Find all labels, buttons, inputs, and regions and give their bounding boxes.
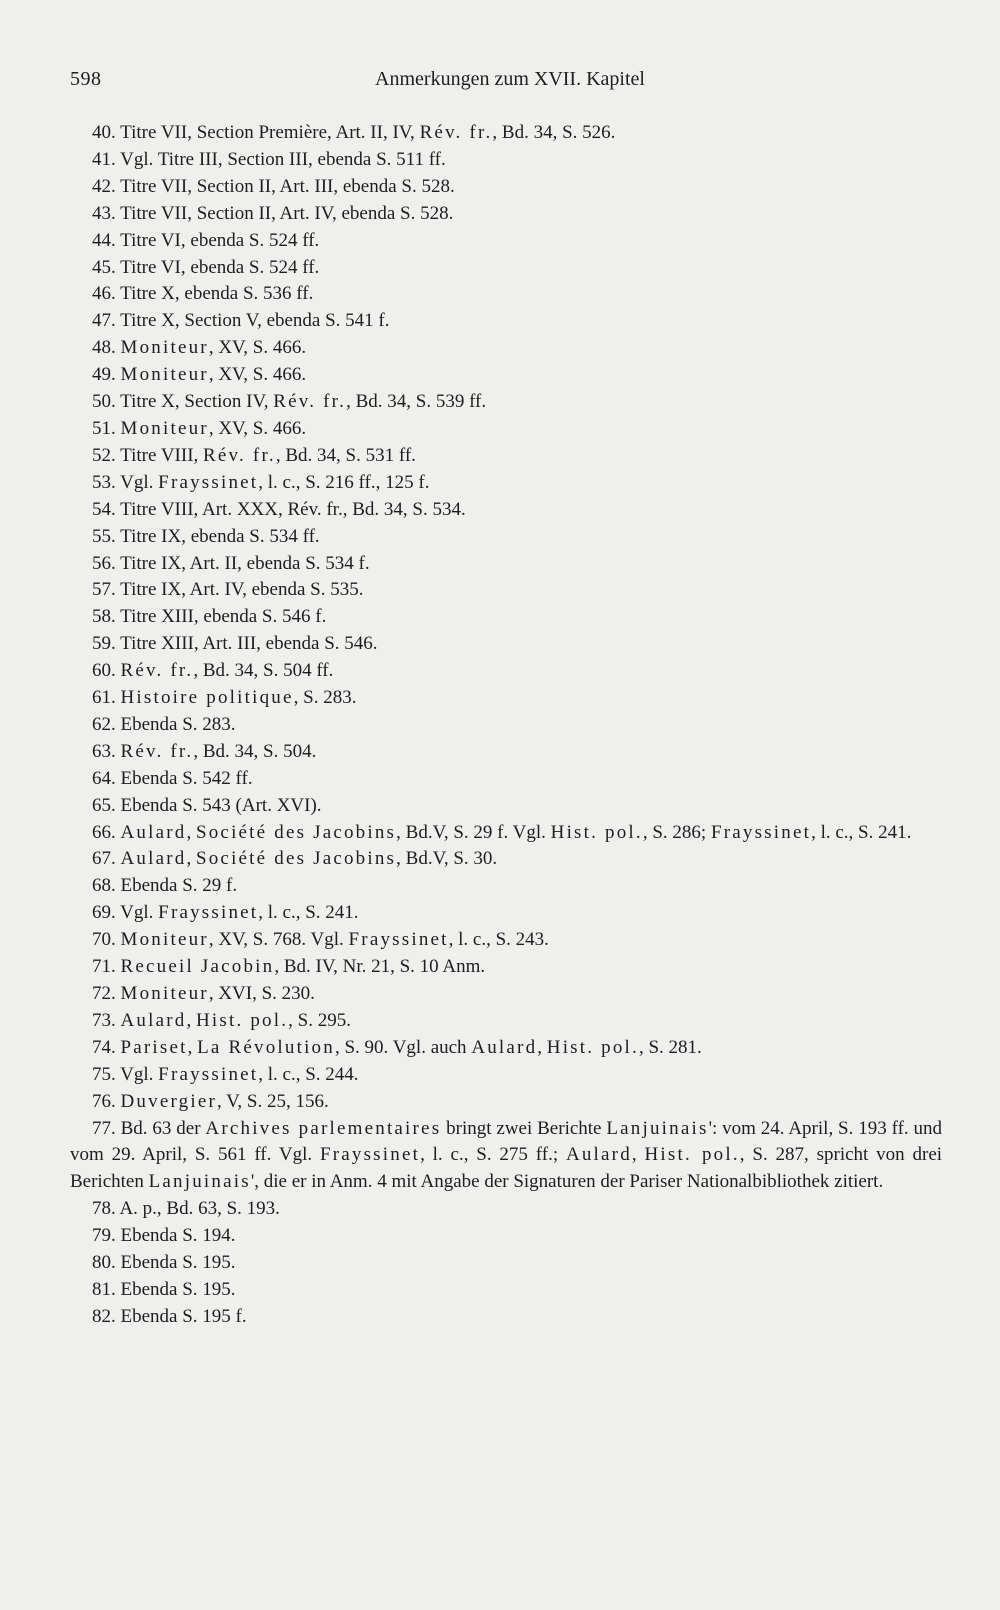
endnote-number: 54. [92,498,116,520]
spaced-citation-text: Duvergier [120,1090,217,1112]
endnote-text: ', die er in Anm. 4 mit Angabe der Signaturen der Pariser Nationalbibliothek zitiert. [250,1171,884,1193]
endnote [70,308,942,335]
endnote-text: , Bd.V, S. 30. [396,848,498,870]
endnote-number: 78. [92,1198,116,1220]
spaced-citation-text: Hist. pol. [644,1144,740,1166]
endnote-text: , Bd. 34, S. 531 ff. [275,444,416,466]
endnote [70,228,942,255]
endnote-text: , [186,821,196,843]
spaced-citation-text: Moniteur [120,929,209,951]
spaced-citation-text: Moniteur [120,337,209,359]
endnote-text: , Bd. 34, S. 504 ff. [193,660,334,682]
endnote-text: , [187,1036,198,1058]
endnote-number: 52. [92,444,116,466]
endnote [70,1304,942,1331]
endnote-number: 73. [92,1009,116,1031]
endnote-number: 63. [92,740,116,762]
endnote-text: , [186,1009,196,1031]
endnote [70,658,942,685]
endnote [70,335,942,362]
spaced-citation-text: Société des Jacobins [195,848,397,870]
endnote-text: Titre XIII, ebenda S. 546 f. [120,606,327,628]
endnote-number: 56. [92,552,116,574]
endnote-number: 80. [92,1252,116,1274]
endnote-number: 42. [92,175,116,197]
endnote-number: 67. [92,848,116,870]
endnote-text: , S. 295. [288,1009,351,1031]
endnote-number: 77. [92,1117,116,1139]
endnote-number: 66. [92,821,116,843]
endnote-text: , l. c., S. 241. [258,902,359,924]
endnote-number: 69. [92,902,116,924]
endnote [70,873,942,900]
endnote-text: Vgl. [120,471,159,493]
endnote-text: Titre VIII, Art. XXX, Rév. fr., Bd. 34, S. 534. [120,498,466,520]
spaced-citation-text: Rév. fr. [419,122,493,143]
endnote-text: Bd. 63 der [120,1117,206,1139]
endnote [70,470,942,497]
endnote-number: 68. [92,875,116,897]
endnote-number: 71. [92,956,116,978]
spaced-citation-text: Moniteur [120,417,209,439]
endnote [70,281,942,308]
endnote [70,1062,942,1089]
endnote-text: Ebenda S. 543 (Art. XVI). [120,794,322,816]
spaced-citation-text: Hist. pol. [546,1036,639,1058]
endnote-number: 81. [92,1278,116,1300]
endnote [70,255,942,282]
endnote-text: , l. c., S. 244. [258,1063,359,1085]
endnote-text: , XV, S. 466. [208,364,307,386]
endnote [70,1223,942,1250]
endnote-text: , [631,1144,645,1166]
endnote [70,1277,942,1304]
endnote-number: 53. [92,471,116,493]
endnote [70,712,942,739]
endnote [70,416,942,443]
endnote-text: Ebenda S. 195 f. [120,1305,247,1327]
endnote [70,766,942,793]
endnote [70,577,942,604]
endnote [70,120,942,147]
endnote-text: Ebenda S. 29 f. [120,875,238,897]
endnote-text: bringt zwei Berichte [441,1117,607,1139]
spaced-citation-text: Frayssinet [710,821,812,843]
endnote-text: , [537,1036,547,1058]
endnote-number: 41. [92,148,116,170]
endnote [70,497,942,524]
spaced-citation-text: Aulard [120,821,187,843]
spaced-citation-text: Lanjuinais [148,1171,251,1193]
spaced-citation-text: Recueil Jacobin [120,956,275,978]
endnote-text: Ebenda S. 283. [120,713,236,735]
endnote-text: , XV, S. 768. Vgl. [208,929,349,951]
spaced-citation-text: Moniteur [120,983,209,1004]
endnote [70,1250,942,1277]
endnote-number: 51. [92,417,116,439]
endnote [70,524,942,551]
endnote [70,1196,942,1223]
endnote [70,631,942,658]
endnote-number: 76. [92,1090,116,1112]
spaced-citation-text: Moniteur [120,364,209,386]
endnote [70,900,942,927]
endnote-text: Titre VII, Section Première, Art. II, IV, [120,122,420,143]
endnote-text: A. p., Bd. 63, S. 193. [119,1198,280,1220]
spaced-citation-text: Pariset [120,1036,188,1058]
page-header [70,64,940,94]
endnote-text: Ebenda S. 542 ff. [120,767,253,789]
spaced-citation-text: Frayssinet [319,1144,421,1166]
endnote-text: Ebenda S. 195. [120,1278,236,1300]
spaced-citation-text: Rév. fr. [273,391,347,413]
endnote-text: Titre VI, ebenda S. 524 ff. [120,229,320,251]
spaced-citation-text: Frayssinet [158,902,259,924]
endnote-text: , S. 90. Vgl. auch [334,1036,472,1058]
endnote-number: 48. [92,337,116,359]
endnote-text: Titre IX, ebenda S. 534 ff. [120,525,320,547]
spaced-citation-text: Hist. pol. [550,821,643,843]
endnote-text: , XVI, S. 230. [208,983,315,1004]
endnote-text: Ebenda S. 195. [120,1252,236,1274]
endnote-text: , l. c., S. 243. [448,929,549,951]
endnote-number: 75. [92,1063,116,1085]
endnote-number: 46. [92,283,116,305]
endnote-text: , S. 287, spricht von drei Berichten [70,1144,943,1193]
running-head: Anmerkungen zum XVII. Kapitel [375,68,645,90]
endnote [70,820,942,847]
endnote [70,604,942,631]
spaced-citation-text: Frayssinet [158,471,259,493]
endnote-text: Titre VI, ebenda S. 524 ff. [120,256,320,278]
endnote-number: 61. [92,687,116,709]
endnote-text: , Bd. 34, S. 539 ff. [346,391,487,413]
spaced-citation-text: Histoire politique [120,687,294,709]
endnote-number: 59. [92,633,116,655]
endnote-number: 43. [92,202,116,224]
endnote-text: Titre VII, Section II, Art. III, ebenda S. 528. [120,175,455,197]
endnotes-list [70,120,942,1331]
endnote-number: 58. [92,606,116,628]
endnote [70,739,942,766]
endnote [70,174,942,201]
spaced-citation-text: Archives parlementaires [205,1117,442,1139]
endnote [70,846,942,873]
spaced-citation-text: Aulard [471,1036,538,1058]
endnote-number: 49. [92,364,116,386]
endnote [70,1089,942,1116]
endnote-number: 72. [92,983,116,1004]
page-number: 598 [70,68,102,90]
spaced-citation-text: Société des Jacobins [195,821,397,843]
endnote-text: , l. c., S. 241. [811,821,912,843]
endnote-text: , Bd. 34, S. 526. [492,122,616,143]
spaced-citation-text: La Révolution [197,1036,335,1058]
endnote-text: , S. 283. [293,687,357,709]
endnote-text: , Bd. 34, S. 504. [193,740,317,762]
endnote [70,1035,942,1062]
spaced-citation-text: Hist. pol. [195,1009,289,1031]
endnote-text: Titre X, Section IV, [120,391,274,413]
endnote-number: 74. [92,1036,116,1058]
endnote-text: Vgl. [120,1063,159,1085]
spaced-citation-text: Rév. fr. [120,740,194,762]
endnote-number: 60. [92,660,116,682]
endnote-number: 40. [92,122,116,143]
endnote-text: , l. c., S. 216 ff., 125 f. [258,471,430,493]
endnote [70,201,942,228]
endnote-text: Vgl. Titre III, Section III, ebenda S. 511 ff. [120,148,446,170]
endnote [70,793,942,820]
endnote [70,927,942,954]
endnote-text: Titre X, Section V, ebenda S. 541 f. [120,310,390,332]
endnote-number: 82. [92,1305,116,1327]
endnote-text: , [186,848,196,870]
endnote-number: 79. [92,1225,116,1247]
endnote-number: 57. [92,579,116,601]
endnote [70,362,942,389]
endnote [70,147,942,174]
endnote-text: , XV, S. 466. [208,417,307,439]
endnote-number: 45. [92,256,116,278]
endnote-text: Vgl. [120,902,159,924]
endnote-number: 70. [92,929,116,951]
endnote-text: Titre IX, Art. II, ebenda S. 534 f. [120,552,370,574]
spaced-citation-text: Aulard [120,848,187,870]
spaced-citation-text: Aulard [120,1009,187,1031]
spaced-citation-text: Aulard [565,1144,632,1166]
endnote-number: 47. [92,310,116,332]
spaced-citation-text: Rév. fr. [120,660,194,682]
endnote [70,954,942,981]
endnote [70,1008,942,1035]
endnote [70,551,942,578]
endnote-text: ': vom 24. April, S. 193 ff. und vom 29. April, S. 561 ff. Vgl. [70,1117,943,1166]
endnote-text: , l. c., S. 275 ff.; [420,1144,566,1166]
endnote-text: , S. 281. [638,1036,702,1058]
endnote-text: , V, S. 25, 156. [216,1090,329,1112]
endnote-number: 62. [92,713,116,735]
endnote-text: Titre XIII, Art. III, ebenda S. 546. [120,633,378,655]
spaced-citation-text: Frayssinet [158,1063,259,1085]
spaced-citation-text: Lanjuinais [606,1117,709,1139]
endnote-number: 65. [92,794,116,816]
endnote [70,1116,942,1197]
endnote [70,685,942,712]
endnote [70,443,942,470]
endnote-number: 44. [92,229,116,251]
endnote-text: Titre VII, Section II, Art. IV, ebenda S. 528. [120,202,454,224]
endnote-number: 55. [92,525,116,547]
endnote [70,981,942,1008]
endnote-text: Titre IX, Art. IV, ebenda S. 535. [120,579,364,601]
endnote-text: , Bd. IV, Nr. 21, S. 10 Anm. [274,956,486,978]
endnote-text: Titre X, ebenda S. 536 ff. [120,283,314,305]
endnote-number: 50. [92,391,116,413]
endnote-text: Titre VIII, [120,444,204,466]
spaced-citation-text: Rév. fr. [203,444,276,466]
endnote-text: Ebenda S. 194. [120,1225,236,1247]
endnote-text: , S. 286; [642,821,711,843]
endnote-text: , XV, S. 466. [208,337,307,359]
endnote-number: 64. [92,767,116,789]
spaced-citation-text: Frayssinet [348,929,449,951]
endnote [70,389,942,416]
endnote-text: , Bd.V, S. 29 f. Vgl. [396,821,551,843]
